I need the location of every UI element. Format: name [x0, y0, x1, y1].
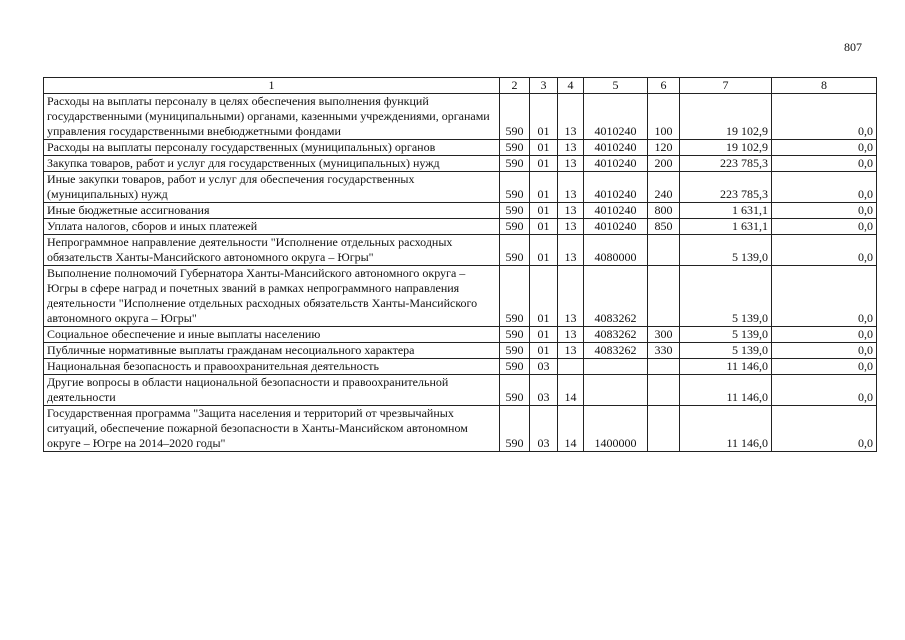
table-row: [44, 235, 877, 266]
header-col-8: 8: [772, 78, 877, 94]
row-expense-type: [648, 235, 680, 266]
row-ministry-code: 590: [500, 156, 530, 172]
row-amount: 1 631,1: [680, 203, 772, 219]
row-subsection-code: 13: [558, 343, 584, 359]
row-target-code: 4083262: [584, 266, 648, 327]
row-name: Государственная программа "Защита населения и территорий от чрезвычайных ситуаций, обеспечение пожарной безопасности в Ханты-Мансийском автономном округе – Югре на 2014–2020 годы": [44, 406, 500, 452]
table-row: [44, 343, 877, 359]
row-subsection-code: [558, 359, 584, 375]
row-ministry-code: 590: [500, 172, 530, 203]
row-ministry-code: 590: [500, 266, 530, 327]
table-row: [44, 327, 877, 343]
table-header-row: [44, 78, 877, 94]
row-amount: 5 139,0: [680, 327, 772, 343]
row-ministry-code: 590: [500, 343, 530, 359]
row-section-code: 01: [530, 140, 558, 156]
row-name: Публичные нормативные выплаты гражданам несоциального характера: [44, 343, 500, 359]
row-ministry-code: 590: [500, 219, 530, 235]
budget-table: [43, 77, 877, 452]
row-name: Социальное обеспечение и иные выплаты населению: [44, 327, 500, 343]
table-row: [44, 140, 877, 156]
row-section-code: 01: [530, 172, 558, 203]
row-expense-type: [648, 375, 680, 406]
row-name: Иные закупки товаров, работ и услуг для обеспечения государственных (муниципальных) нужд: [44, 172, 500, 203]
header-col-3: 3: [530, 78, 558, 94]
row-amount: 223 785,3: [680, 156, 772, 172]
row-target-code: [584, 359, 648, 375]
row-amount-subvention: 0,0: [772, 203, 877, 219]
row-amount-subvention: 0,0: [772, 156, 877, 172]
row-amount-subvention: 0,0: [772, 219, 877, 235]
row-target-code: 1400000: [584, 406, 648, 452]
row-target-code: 4010240: [584, 203, 648, 219]
table-row: [44, 94, 877, 140]
row-target-code: 4083262: [584, 327, 648, 343]
row-ministry-code: 590: [500, 94, 530, 140]
table-row: [44, 203, 877, 219]
row-subsection-code: 13: [558, 203, 584, 219]
row-subsection-code: 13: [558, 140, 584, 156]
row-ministry-code: 590: [500, 406, 530, 452]
header-col-5: 5: [584, 78, 648, 94]
row-name: Расходы на выплаты персоналу в целях обеспечения выполнения функций государственными (муниципальными) органами, казенными учреждениями, органами управления государственными внебюджетными фондами: [44, 94, 500, 140]
row-subsection-code: 13: [558, 94, 584, 140]
row-subsection-code: 13: [558, 172, 584, 203]
header-col-6: 6: [648, 78, 680, 94]
row-target-code: 4080000: [584, 235, 648, 266]
row-section-code: 03: [530, 359, 558, 375]
row-name: Непрограммное направление деятельности "Исполнение отдельных расходных обязательств Ханты-Мансийского автономного округа – Югры": [44, 235, 500, 266]
row-amount-subvention: 0,0: [772, 140, 877, 156]
row-amount: 223 785,3: [680, 172, 772, 203]
header-col-1: 1: [44, 78, 500, 94]
row-subsection-code: 13: [558, 219, 584, 235]
row-target-code: 4083262: [584, 343, 648, 359]
row-target-code: 4010240: [584, 172, 648, 203]
row-target-code: 4010240: [584, 219, 648, 235]
row-expense-type: 300: [648, 327, 680, 343]
row-amount-subvention: 0,0: [772, 359, 877, 375]
row-amount: 1 631,1: [680, 219, 772, 235]
table-row: [44, 375, 877, 406]
row-section-code: 01: [530, 266, 558, 327]
row-amount: 19 102,9: [680, 140, 772, 156]
row-amount-subvention: 0,0: [772, 375, 877, 406]
row-amount-subvention: 0,0: [772, 235, 877, 266]
row-subsection-code: 13: [558, 235, 584, 266]
row-subsection-code: 13: [558, 327, 584, 343]
row-ministry-code: 590: [500, 203, 530, 219]
header-col-4: 4: [558, 78, 584, 94]
row-expense-type: 850: [648, 219, 680, 235]
row-amount: 5 139,0: [680, 266, 772, 327]
row-section-code: 01: [530, 235, 558, 266]
row-expense-type: [648, 266, 680, 327]
row-amount: 5 139,0: [680, 235, 772, 266]
row-subsection-code: 13: [558, 156, 584, 172]
row-ministry-code: 590: [500, 327, 530, 343]
row-expense-type: 200: [648, 156, 680, 172]
page-number: 807: [844, 40, 862, 54]
table-row: [44, 219, 877, 235]
row-amount-subvention: 0,0: [772, 266, 877, 327]
row-section-code: 01: [530, 327, 558, 343]
row-ministry-code: 590: [500, 235, 530, 266]
row-ministry-code: 590: [500, 359, 530, 375]
table-row: [44, 266, 877, 327]
row-amount-subvention: 0,0: [772, 343, 877, 359]
row-name: Другие вопросы в области национальной безопасности и правоохранительной деятельности: [44, 375, 500, 406]
table-row: [44, 406, 877, 452]
header-col-7: 7: [680, 78, 772, 94]
row-amount: 11 146,0: [680, 359, 772, 375]
row-expense-type: 120: [648, 140, 680, 156]
row-amount: 11 146,0: [680, 406, 772, 452]
row-name: Национальная безопасность и правоохранительная деятельность: [44, 359, 500, 375]
row-subsection-code: 13: [558, 266, 584, 327]
row-amount-subvention: 0,0: [772, 172, 877, 203]
row-name: Закупка товаров, работ и услуг для государственных (муниципальных) нужд: [44, 156, 500, 172]
table-row: [44, 172, 877, 203]
row-target-code: 4010240: [584, 94, 648, 140]
row-amount-subvention: 0,0: [772, 94, 877, 140]
row-subsection-code: 14: [558, 375, 584, 406]
row-expense-type: 800: [648, 203, 680, 219]
row-expense-type: [648, 359, 680, 375]
row-name: Выполнение полномочий Губернатора Ханты-Мансийского автономного округа – Югры в сфере наград и почетных званий в рамках непрограммного направления деятельности "Исполнение отдельных расходных обязательств Ханты-Мансийского автономного округа – Югры": [44, 266, 500, 327]
row-section-code: 03: [530, 406, 558, 452]
header-col-2: 2: [500, 78, 530, 94]
row-name: Уплата налогов, сборов и иных платежей: [44, 219, 500, 235]
row-ministry-code: 590: [500, 375, 530, 406]
row-section-code: 01: [530, 219, 558, 235]
row-expense-type: [648, 406, 680, 452]
row-section-code: 01: [530, 343, 558, 359]
row-target-code: 4010240: [584, 140, 648, 156]
row-section-code: 03: [530, 375, 558, 406]
row-amount-subvention: 0,0: [772, 327, 877, 343]
table-row: [44, 359, 877, 375]
row-target-code: 4010240: [584, 156, 648, 172]
row-amount: 5 139,0: [680, 343, 772, 359]
row-section-code: 01: [530, 156, 558, 172]
row-section-code: 01: [530, 203, 558, 219]
row-expense-type: 100: [648, 94, 680, 140]
table-row: [44, 156, 877, 172]
row-expense-type: 330: [648, 343, 680, 359]
row-expense-type: 240: [648, 172, 680, 203]
row-section-code: 01: [530, 94, 558, 140]
row-amount-subvention: 0,0: [772, 406, 877, 452]
row-subsection-code: 14: [558, 406, 584, 452]
row-target-code: [584, 375, 648, 406]
row-name: Расходы на выплаты персоналу государственных (муниципальных) органов: [44, 140, 500, 156]
row-name: Иные бюджетные ассигнования: [44, 203, 500, 219]
row-ministry-code: 590: [500, 140, 530, 156]
row-amount: 19 102,9: [680, 94, 772, 140]
row-amount: 11 146,0: [680, 375, 772, 406]
